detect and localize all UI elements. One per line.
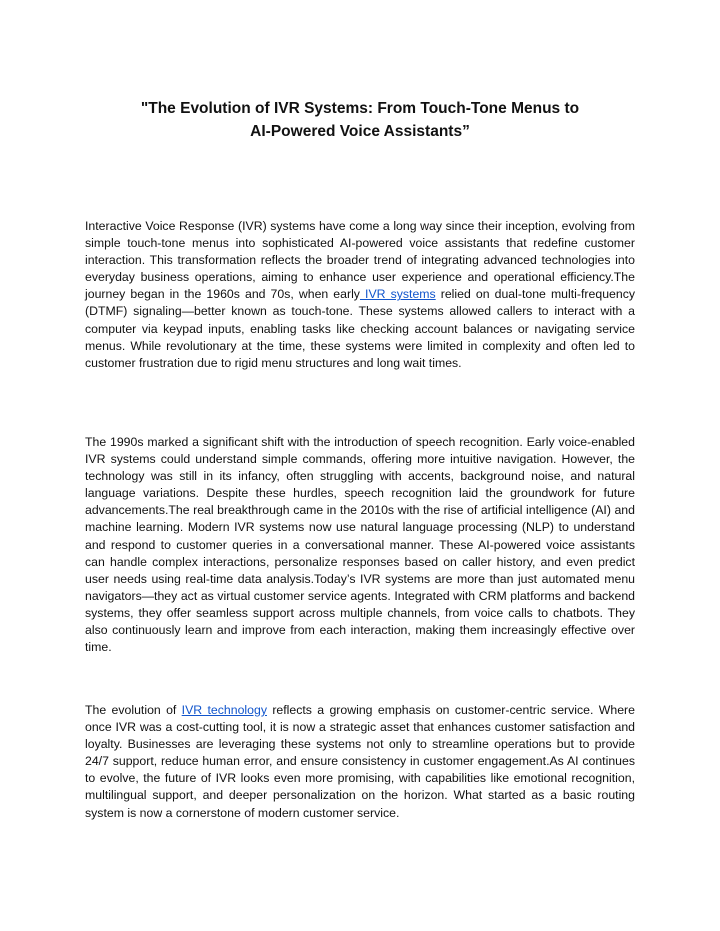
paragraph-3-text-before-link: The evolution of xyxy=(85,703,182,717)
paragraph-1-text-after-link: relied on dual-tone multi-frequency (DTMF) signaling—better known as touch-tone. These systems allowed callers to interact with a computer via keypad inputs, enabling tasks like checking account balances or navigating service menus. While revolutionary at the time, these systems were limited in complexity and often led to customer frustration due to rigid menu structures and long wait times. xyxy=(85,287,636,370)
paragraph-3 xyxy=(85,702,635,822)
document-title xyxy=(80,97,640,143)
title-line-2: AI-Powered Voice Assistants” xyxy=(250,123,470,140)
paragraph-3-text-after-link: reflects a growing emphasis on customer-centric service. Where once IVR was a cost-cutting tool, it is now a strategic asset that enhances customer satisfaction and loyalty. Businesses are leveraging these systems not only to streamline operations but to provide 24/7 support, reduce human error, and ensure consistency in customer engagement.As AI continues to evolve, the future of IVR looks even more promising, with capabilities like emotional recognition, multilingual support, and deeper personalization on the horizon. What started as a basic routing system is now a cornerstone of modern customer service. xyxy=(85,703,635,820)
paragraph-2: The 1990s marked a significant shift with the introduction of speech recognition. Early voice-enabled IVR systems could understand simple commands, offering more intuitive navigation. However, the technology was still in its infancy, often struggling with accents, background noise, and natural language variations. Despite these hurdles, speech recognition laid the groundwork for future advancements.The real breakthrough came in the 2010s with the rise of artificial intelligence (AI) and machine learning. Modern IVR systems now use natural language processing (NLP) to understand and respond to customer queries in a conversational manner. These AI-powered voice assistants can handle complex interactions, personalize responses based on caller history, and even predict user needs using real-time data analysis.Today’s IVR systems are more than just automated menu navigators—they act as virtual customer service agents. Integrated with CRM platforms and backend systems, they offer seamless support across multiple channels, from voice calls to chatbots. They also continuously learn and improve from each interaction, making them increasingly effective over time. xyxy=(85,435,635,655)
title-line-1: "The Evolution of IVR Systems: From Touch-Tone Menus to xyxy=(140,100,580,117)
paragraph-1-text-before-link: Interactive Voice Response (IVR) systems have come a long way since their inception, evolving from simple touch-tone menus into sophisticated AI-powered voice assistants that redefine customer interaction. This transformation reflects the broader trend of integrating advanced technologies into everyday business operations, aiming to enhance user experience and operational efficiency.The journey began in the 1960s and 70s, when early xyxy=(85,219,635,302)
ivr-systems-link[interactable]: IVR systems xyxy=(359,287,436,302)
ivr-technology-link[interactable]: IVR technology xyxy=(181,703,267,717)
paragraph-1 xyxy=(85,218,635,372)
